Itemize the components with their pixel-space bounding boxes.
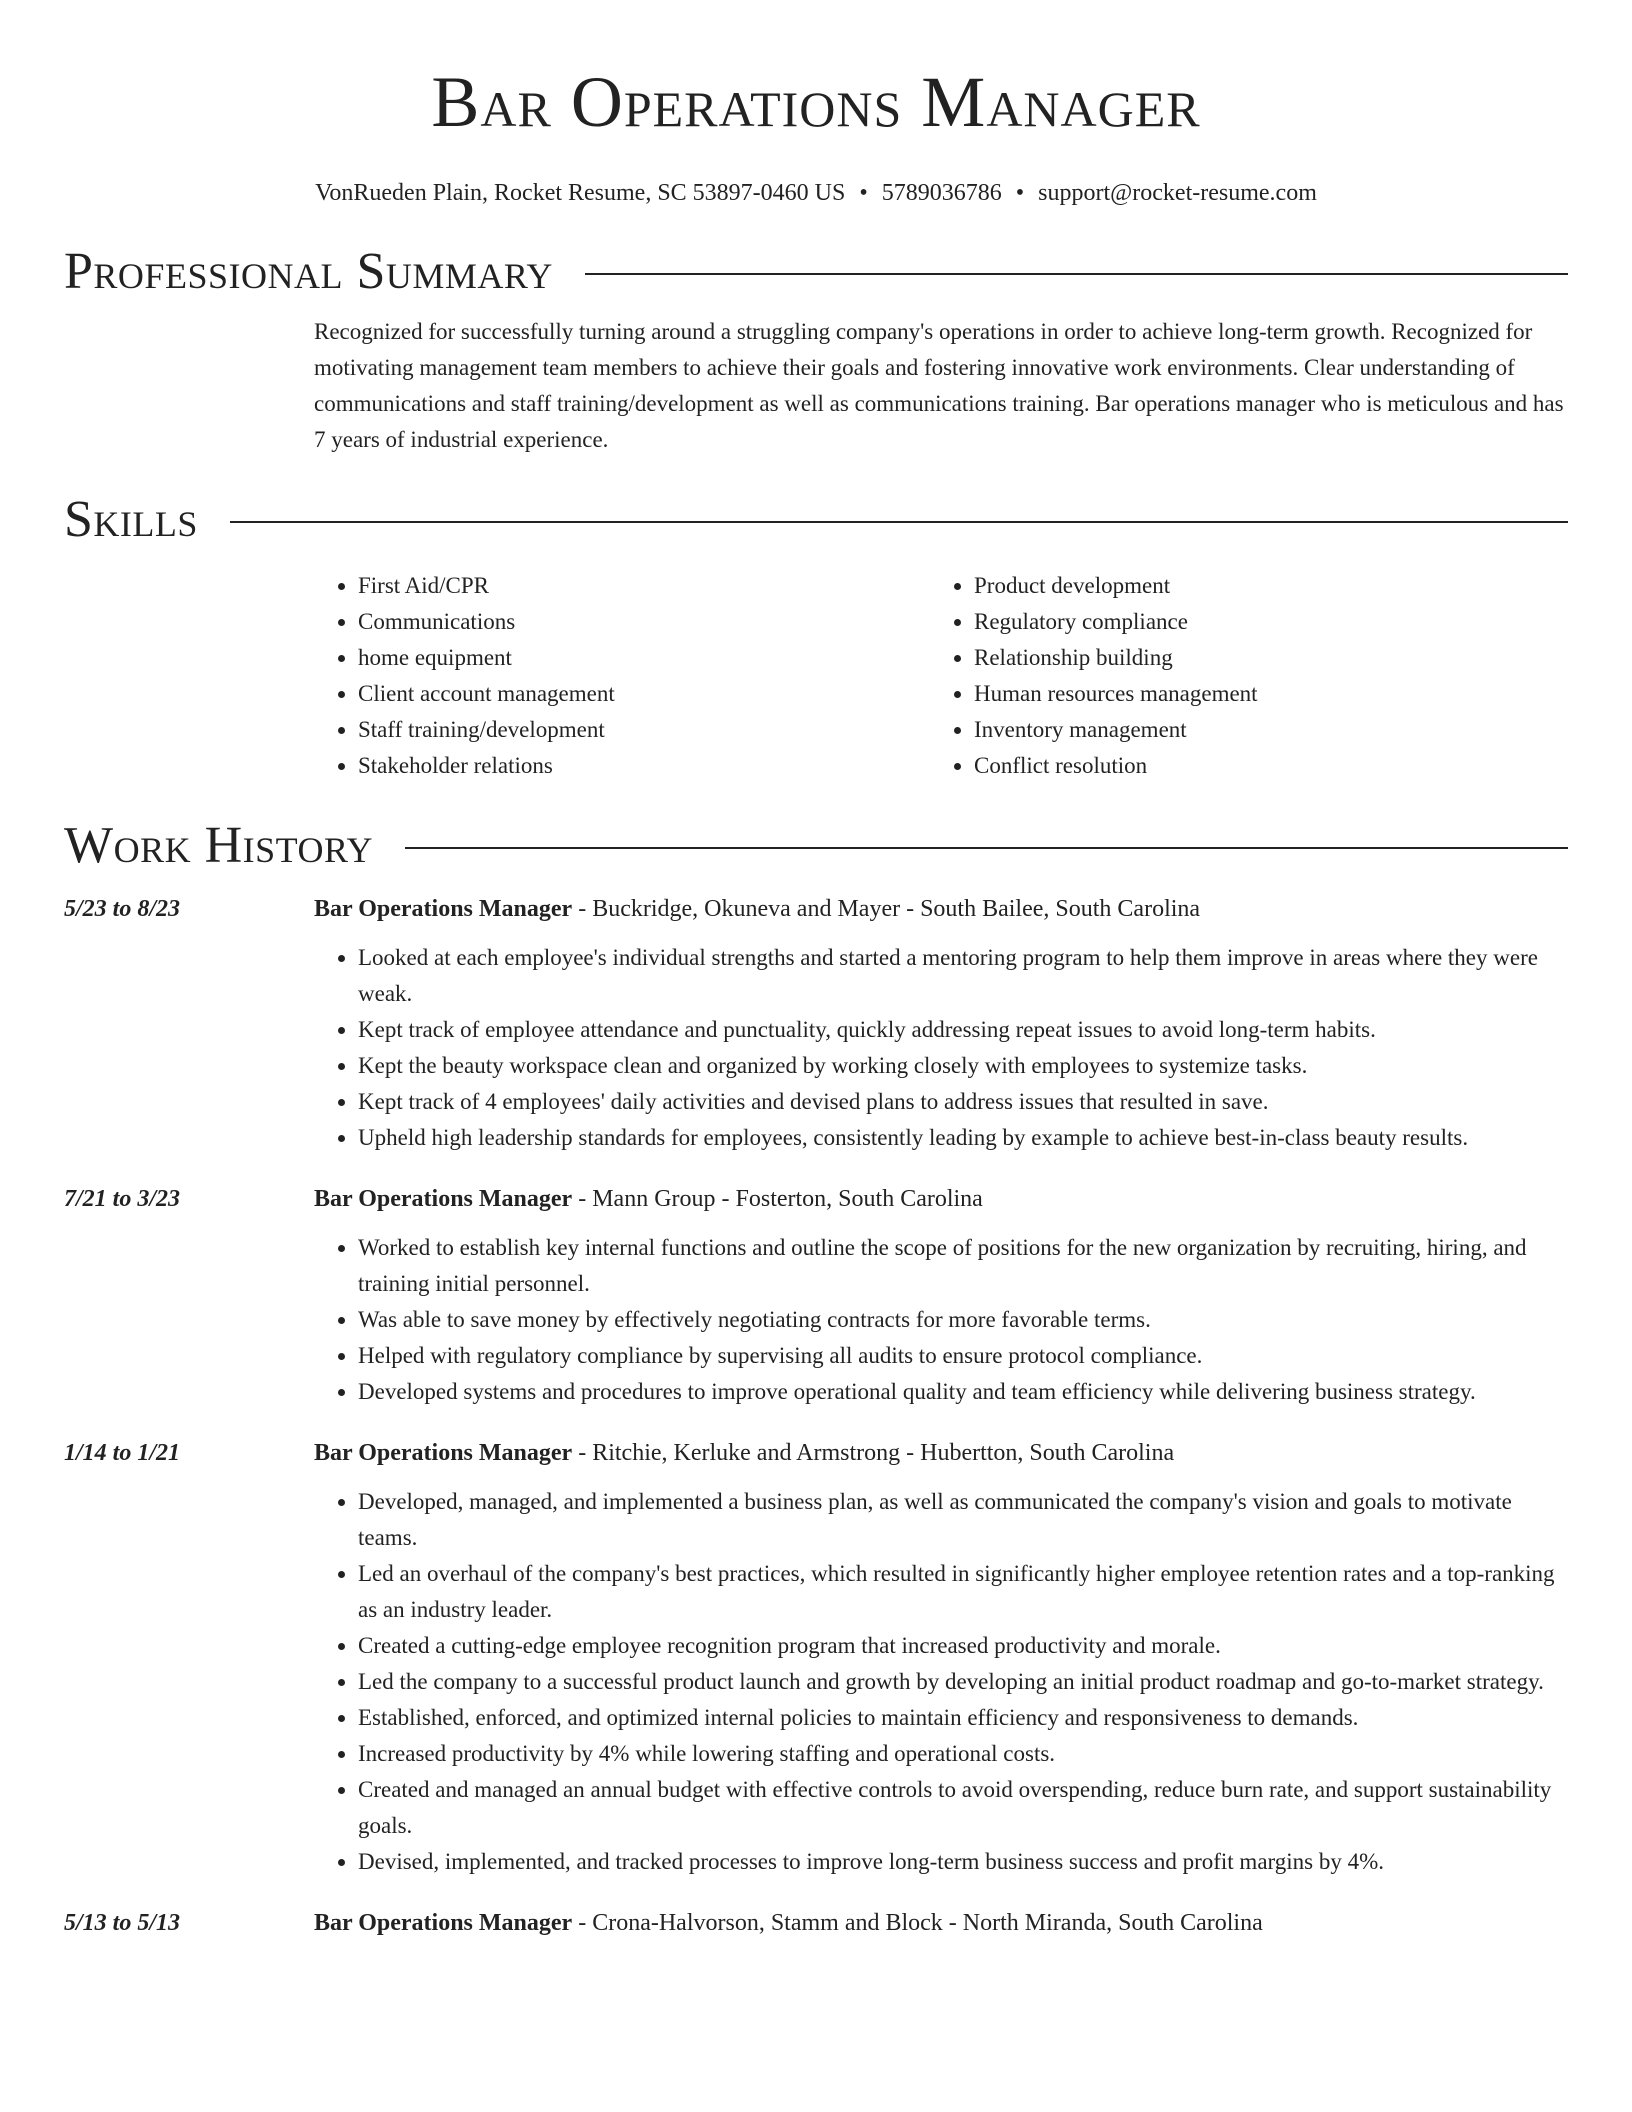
section-divider — [230, 521, 1568, 523]
job-bullet: • Led the company to a successful product launch and growth by developing an initial product roadmap and go-to-market strategy. — [358, 1664, 1568, 1700]
skill-item: • Staff training/development — [358, 712, 930, 748]
job-dates: 5/23 to 8/23 — [64, 896, 181, 922]
skill-item: • Human resources management — [974, 676, 1546, 712]
job-dates: 5/13 to 5/13 — [64, 1910, 181, 1936]
skills-columns — [314, 568, 1568, 784]
job-entry — [64, 1906, 1568, 1940]
work-history-section — [64, 818, 1568, 1940]
summary-text: Recognized for successfully turning around a struggling company's operations in order to achieve long-term growth. Recognized for motivating management team members to achieve their goals and fostering innovative work environments. Clear understanding of communications and staff training/development as well as communications training. Bar operations manager who is meticulous and has 7 years of industrial experience. — [314, 319, 1564, 452]
skills-list-right — [930, 568, 1546, 784]
job-entry — [64, 1436, 1568, 1880]
job-bullet: • Worked to establish key internal functions and outline the scope of positions for the new organization by recruiting, hiring, and training initial personnel. — [358, 1230, 1568, 1302]
job-title: Bar Operations Manager — [314, 1186, 573, 1212]
job-company-location: - Ritchie, Kerluke and Armstrong - Hubertton, South Carolina — [572, 1440, 1175, 1466]
skill-item: • Inventory management — [974, 712, 1546, 748]
contact-email: support@rocket-resume.com — [1038, 180, 1317, 206]
contact-line — [64, 176, 1568, 210]
skills-section — [64, 492, 1568, 784]
skill-item: • Relationship building — [974, 640, 1546, 676]
resume-title: Bar Operations Manager — [431, 62, 1201, 142]
skill-item: • Stakeholder relations — [358, 748, 930, 784]
job-bullet: • Established, enforced, and optimized internal policies to maintain efficiency and responsiveness to demands. — [358, 1700, 1568, 1736]
skill-item: • Communications — [358, 604, 930, 640]
job-bullet-list — [314, 1484, 1568, 1880]
job-company-location: - Buckridge, Okuneva and Mayer - South Bailee, South Carolina — [572, 896, 1201, 922]
summary-header — [64, 244, 1568, 300]
job-bullet: • Kept the beauty workspace clean and organized by working closely with employees to systemize tasks. — [358, 1048, 1568, 1084]
job-bullet: • Developed systems and procedures to improve operational quality and team efficiency while delivering business strategy. — [358, 1374, 1568, 1410]
job-bullet: • Helped with regulatory compliance by supervising all audits to ensure protocol compliance. — [358, 1338, 1568, 1374]
skill-item: • Product development — [974, 568, 1546, 604]
skills-header — [64, 492, 1568, 548]
job-heading — [314, 1182, 983, 1216]
summary-section — [64, 244, 1568, 458]
work-history-header — [64, 818, 1568, 874]
contact-separator: • — [1015, 180, 1025, 206]
contact-address: VonRueden Plain, Rocket Resume, SC 53897-0460 US — [315, 180, 846, 206]
section-divider — [405, 847, 1568, 849]
skill-item: • home equipment — [358, 640, 930, 676]
skill-item: • Conflict resolution — [974, 748, 1546, 784]
job-header — [64, 1906, 1568, 1940]
job-bullet: • Kept track of 4 employees' daily activities and devised plans to address issues that resulted in save. — [358, 1084, 1568, 1120]
job-bullet: • Was able to save money by effectively negotiating contracts for more favorable terms. — [358, 1302, 1568, 1338]
job-bullet: • Increased productivity by 4% while lowering staffing and operational costs. — [358, 1736, 1568, 1772]
job-bullet: • Created a cutting-edge employee recognition program that increased productivity and morale. — [358, 1628, 1568, 1664]
job-bullet: • Devised, implemented, and tracked processes to improve long-term business success and profit margins by 4%. — [358, 1844, 1568, 1880]
job-dates: 1/14 to 1/21 — [64, 1440, 181, 1466]
job-company-location: - Mann Group - Fosterton, South Carolina — [572, 1186, 983, 1212]
job-entry — [64, 892, 1568, 1156]
job-bullet: • Led an overhaul of the company's best practices, which resulted in significantly higher employee retention rates and a top-ranking as an industry leader. — [358, 1556, 1568, 1628]
job-bullet: • Created and managed an annual budget with effective controls to avoid overspending, reduce burn rate, and support sustainability goals. — [358, 1772, 1568, 1844]
skill-item: • Client account management — [358, 676, 930, 712]
job-bullet: • Looked at each employee's individual strengths and started a mentoring program to help them improve in areas where they were weak. — [358, 940, 1568, 1012]
contact-separator: • — [859, 180, 868, 206]
job-bullet: • Kept track of employee attendance and punctuality, quickly addressing repeat issues to avoid long-term habits. — [358, 1012, 1568, 1048]
work-history-heading: Work History — [64, 817, 374, 874]
contact-phone: 5789036786 — [881, 180, 1002, 206]
job-header — [64, 1182, 1568, 1216]
job-title: Bar Operations Manager — [314, 1910, 573, 1936]
job-header — [64, 892, 1568, 926]
summary-heading: Professional Summary — [64, 243, 553, 300]
skill-item: • First Aid/CPR — [358, 568, 930, 604]
job-bullet-list — [314, 1230, 1568, 1410]
skill-item: • Regulatory compliance — [974, 604, 1546, 640]
job-entry — [64, 1182, 1568, 1410]
job-heading — [314, 1906, 1263, 1940]
job-bullet: • Upheld high leadership standards for employees, consistently leading by example to achieve best-in-class beauty results. — [358, 1120, 1568, 1156]
job-title: Bar Operations Manager — [314, 1440, 573, 1466]
job-heading — [314, 1436, 1174, 1470]
job-company-location: - Crona-Halvorson, Stamm and Block - North Miranda, South Carolina — [572, 1910, 1263, 1936]
skills-list-left — [314, 568, 930, 784]
job-header — [64, 1436, 1568, 1470]
job-bullet: • Developed, managed, and implemented a business plan, as well as communicated the company's vision and goals to motivate teams. — [358, 1484, 1568, 1556]
job-title: Bar Operations Manager — [314, 896, 573, 922]
job-heading — [314, 892, 1200, 926]
job-bullet-list — [314, 940, 1568, 1156]
skills-heading: Skills — [64, 491, 198, 548]
job-dates: 7/21 to 3/23 — [64, 1186, 181, 1212]
section-divider — [585, 273, 1568, 275]
